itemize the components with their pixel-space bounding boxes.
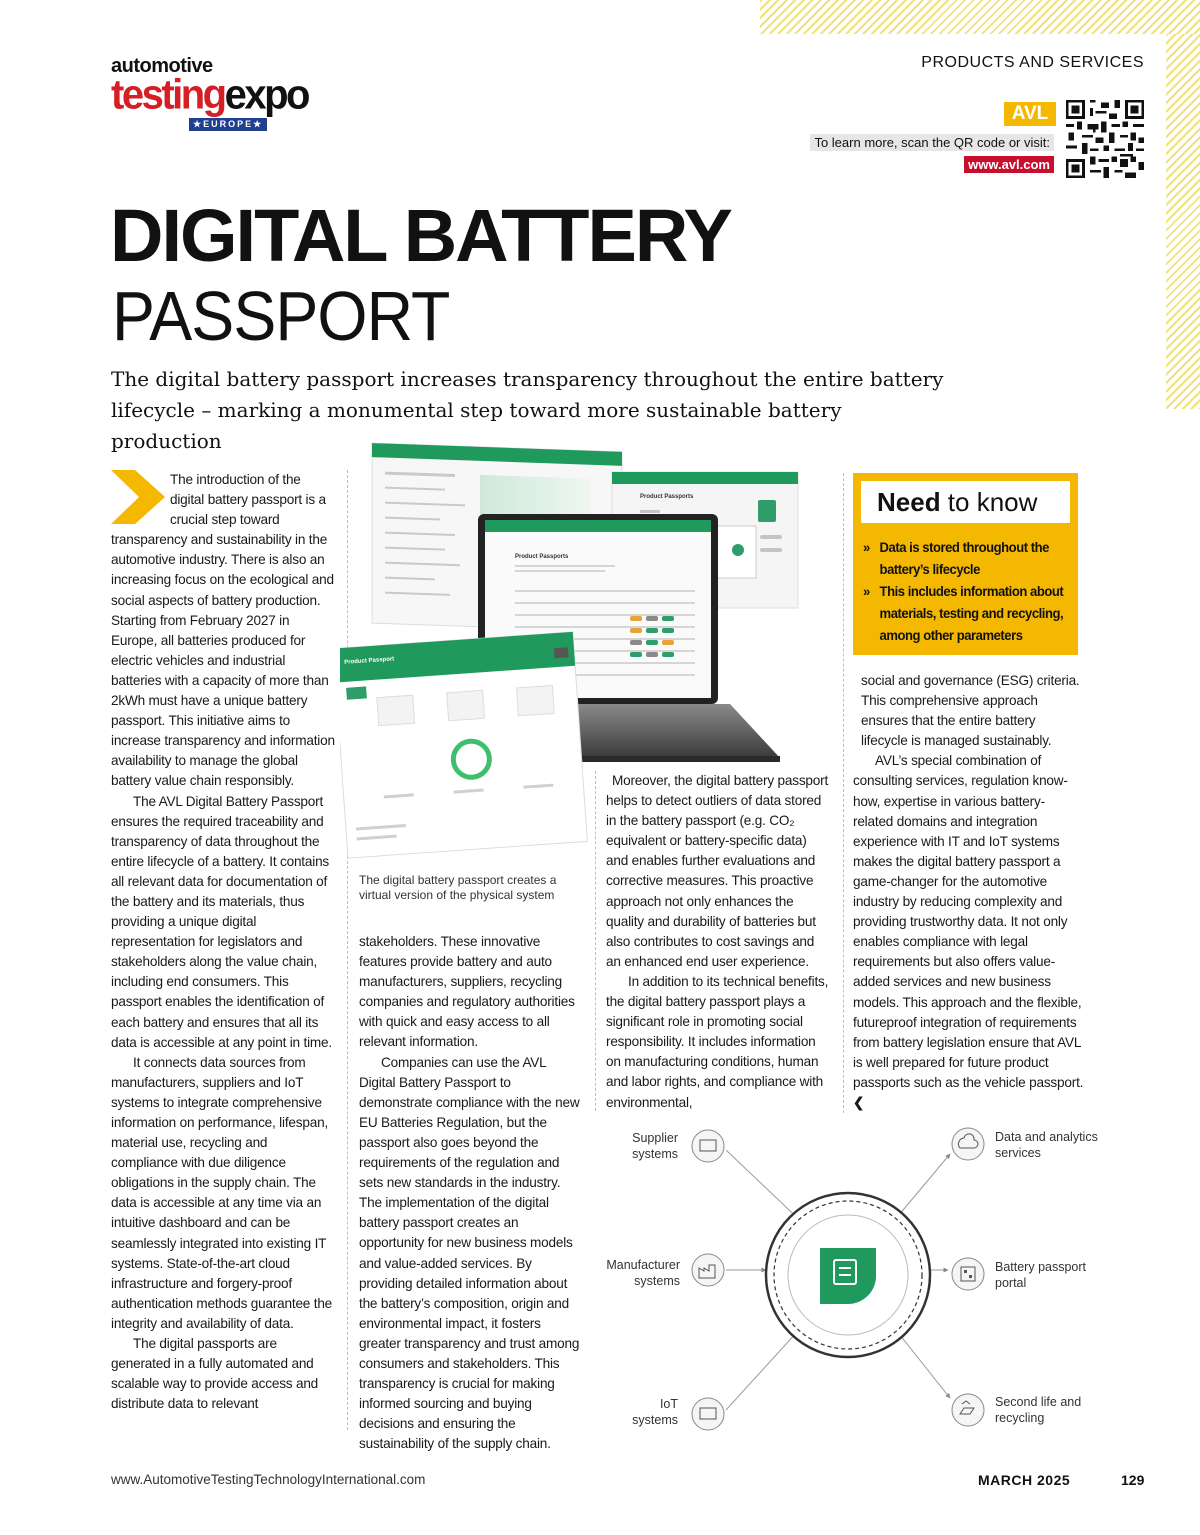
corner-stripe-right (1166, 34, 1200, 409)
bullet-icon: » (863, 540, 870, 556)
body-column-4 (853, 671, 1085, 1113)
need-to-know-box (853, 473, 1078, 655)
qr-code-icon[interactable] (1066, 100, 1144, 178)
column-divider (843, 473, 844, 1113)
list-item-text: Data is stored throughout the battery’s lifecycle (879, 540, 1049, 578)
need-to-know-rest: to know (940, 487, 1038, 517)
logo-line-automotive: automotive (111, 55, 213, 77)
list-item (863, 537, 1071, 581)
body-paragraph: In addition to its technical benefits, the digital battery passport plays a significant role in promoting social responsibility. It includes information on manufacturing conditions, human and labor rights, and compliance with environmental, (606, 973, 829, 1110)
avl-badge: AVL (1004, 102, 1056, 126)
need-to-know-heading (861, 481, 1070, 523)
end-mark-icon: ❮ (853, 1094, 865, 1110)
learn-more-text: To learn more, scan the QR code or visit: (810, 134, 1054, 151)
card-screen-title: Product Passport (344, 656, 395, 666)
label-data-analytics: Data and analytics services (995, 1130, 1098, 1160)
image-caption: The digital battery passport creates a virtual version of the physical system (359, 873, 557, 902)
body-column-1 (111, 470, 337, 1414)
logo-testing: testing (111, 71, 225, 119)
logo-line-testingexpo (111, 71, 308, 119)
body-paragraph: The digital passports are generated in a fully automated and scalable way to provide access and distribute data to relevant (111, 1336, 319, 1412)
lead-paragraph: The introduction of the digital battery passport is a crucial step toward (170, 472, 326, 528)
headline-main: DIGITAL BATTERY (110, 194, 731, 277)
label-battery-portal: Battery passport portal (995, 1260, 1087, 1290)
headline-sub: PASSPORT (112, 277, 450, 355)
list-item-text: This includes information about materials, testing and recycling, among other parameters (879, 584, 1064, 644)
list-item (863, 581, 1071, 647)
label-second-life: Second life and recycling (995, 1395, 1082, 1425)
section-label: PRODUCTS AND SERVICES (921, 54, 1144, 71)
need-to-know-list (863, 537, 1071, 647)
body-paragraph: stakeholders. These innovative features provide battery and auto manufacturers, suppliers, recycling companies and regulatory authorities with quick and easy access to all relevant information. (359, 934, 575, 1050)
body-paragraph: It connects data sources from manufacturers, suppliers and IoT systems to integrate comprehensive information on performance, lifespan, material use, recycling and compliance with due diligence obligations in the supply chain. The data is accessible at any time via an intuitive dashboard and can be seamlessly integrated into existing IT systems. State-of-the-art cloud infrastructure and forgery-proof authentication methods guarantee the integrity and availability of data. (111, 1054, 333, 1331)
label-supplier-systems: Supplier systems (632, 1131, 678, 1161)
label-iot-systems: IoT systems (632, 1397, 678, 1427)
label-manufacturer-systems: Manufacturer systems (606, 1258, 680, 1288)
footer-date: MARCH 2025 (978, 1472, 1071, 1488)
ecosystem-diagram (598, 1120, 1108, 1440)
expo-logo (111, 55, 308, 132)
body-paragraph-text: AVL’s special combination of consulting services, regulation know-how, expertise in various battery-related domains and integration experience with IT and IoT systems makes the digital battery passport a game-changer for the automotive industry by reducing complexity and providing trustworthy data. It not only enables compliance with legal requirements but also offers value-added services and new business models. This approach and the flexible, futureproof integration of requirements from battery legislation ensure that AVL is well prepared for future product passports such as the vehicle passport. (853, 753, 1084, 1090)
need-to-know-bold: Need (877, 487, 941, 517)
page-number: 129 (1121, 1472, 1145, 1488)
footer-website-link[interactable]: www.AutomotiveTestingTechnologyInternational.com (111, 1472, 426, 1487)
body-column-2 (359, 932, 585, 1454)
standfirst: The digital battery passport increases transparency throughout the entire battery lifecycle – marking a monumental step toward more sustainable battery production (111, 367, 944, 453)
body-paragraph: Moreover, the digital battery passport helps to detect outliers of data stored in the battery passport (e.g. CO₂ equivalent or battery-specific data) and enables further evaluations and corrective measures. This proactive approach not only enhances the quality and durability of batteries but also contributes to cost savings and an enhanced end user experience. (606, 773, 829, 969)
body-paragraph: social and governance (ESG) criteria. This comprehensive approach ensures that the entire battery lifecycle is managed sustainably. (861, 673, 1080, 749)
body-paragraph: transparency and sustainability in the automotive industry. There is also an increasing focus on the ecological and social aspects of battery production. Starting from February 2027 in Europe, all batteries produced for electric vehicles and industrial batteries with a capacity of more than 2kWh must have a unique battery passport. This initiative aims to increase transparency and information availability to manage the global battery value chain responsibly. (111, 532, 335, 789)
body-paragraph: Companies can use the AVL Digital Battery Passport to demonstrate compliance with the new EU Batteries Regulation, but the passport also goes beyond the requirements of the regulation and sets new standards in the industry. The implementation of the digital battery passport creates an opportunity for new business models and value-added services. By providing detailed information about the battery’s composition, origin and environmental impact, it fosters greater transparency and trust among consumers and stakeholders. This transparency is crucial for making informed sourcing and buying decisions and ensuring the sustainability of the supply chain. (359, 1054, 580, 1452)
corner-stripe-top (760, 0, 1200, 34)
logo-expo: expo (224, 71, 308, 119)
body-paragraph (853, 751, 1085, 1113)
screen-title: Product Passports (640, 494, 694, 500)
body-column-3 (606, 771, 832, 1113)
bullet-icon: » (863, 584, 870, 600)
laptop-screen-title: Product Passports (515, 554, 569, 560)
avl-url-link[interactable]: www.avl.com (964, 156, 1054, 173)
body-paragraph: The AVL Digital Battery Passport ensures the required traceability and transparency of data throughout the entire lifecycle of a battery. It contains all relevant data for documentation of the battery and its materials, thus providing a unique digital representation for legislators and stakeholders along the value chain, including end consumers. This passport enables the identification of each battery and ensures that all its data is accessible at any point in time. (111, 793, 332, 1050)
logo-line-europe: ★EUROPE★ (189, 118, 267, 131)
